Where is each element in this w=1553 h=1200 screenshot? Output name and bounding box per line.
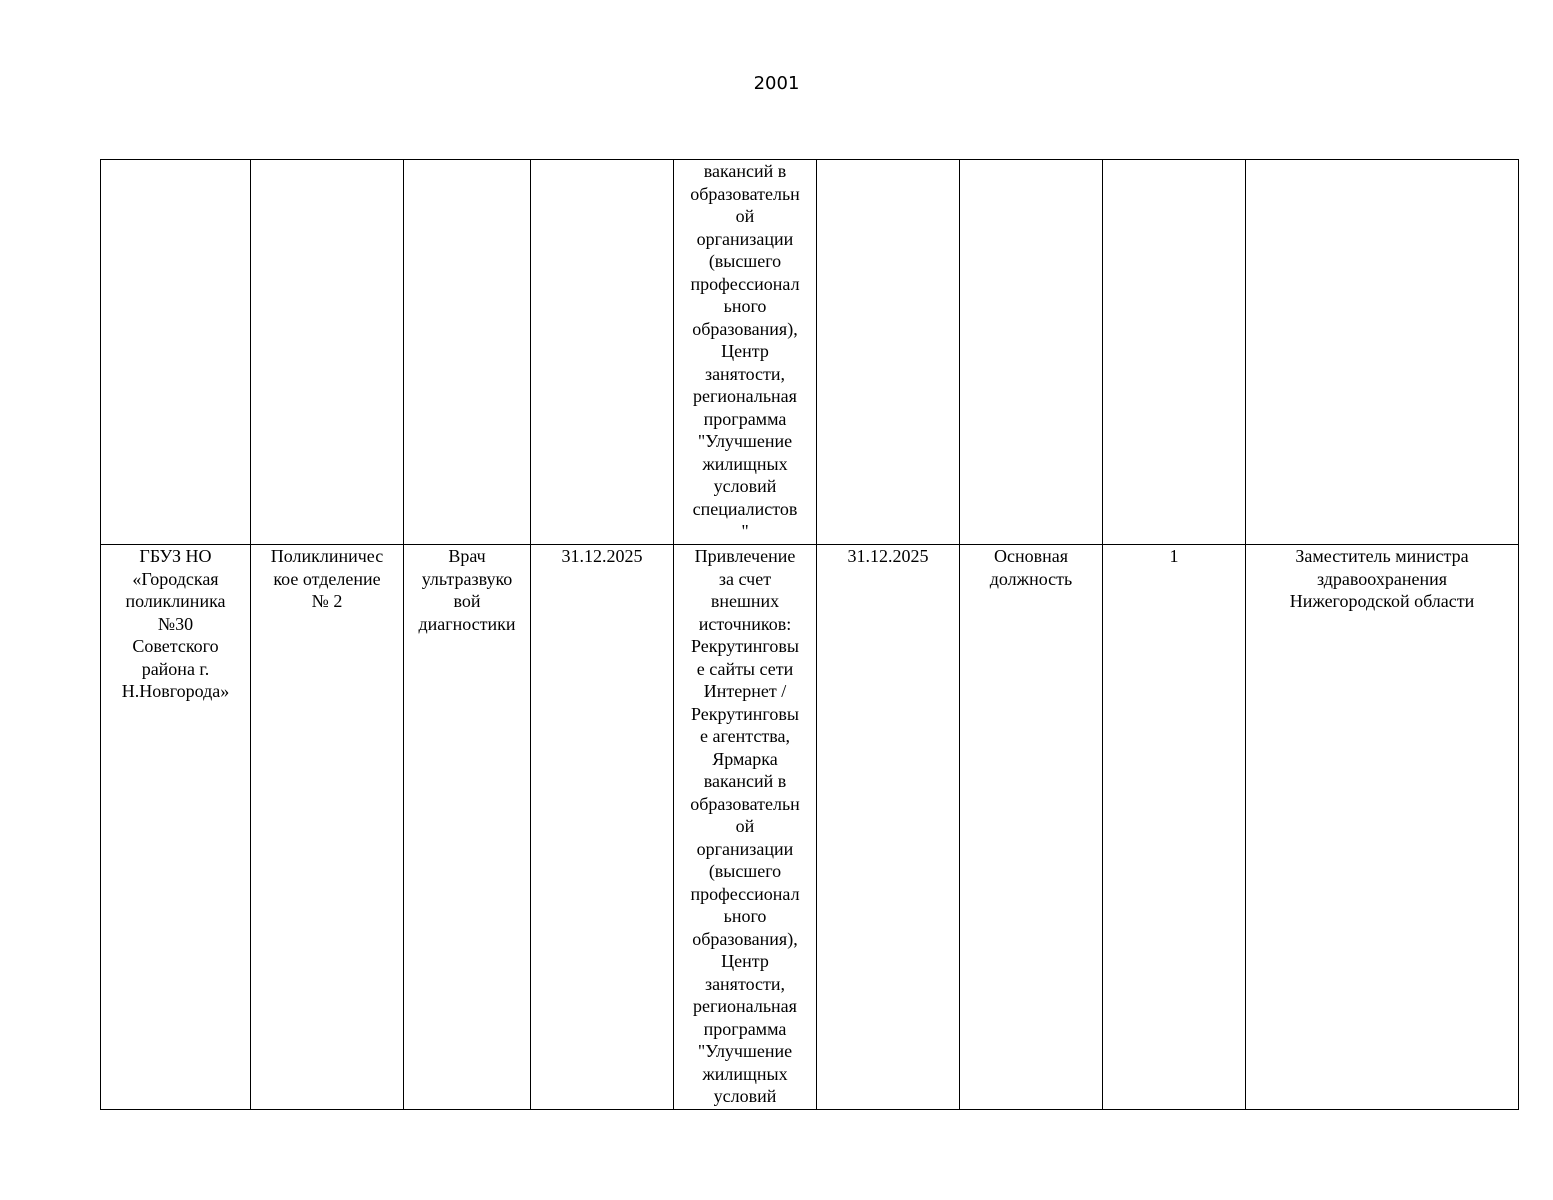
method-cell: вакансий в образовательн ой организации (высшего профессионал ьного образования), Центр занятости, региональная программа "Улучшение жилищных условий специалистов " bbox=[674, 160, 817, 545]
table-row bbox=[101, 160, 1519, 545]
organization-cell bbox=[101, 160, 251, 545]
date-start-cell bbox=[531, 160, 674, 545]
position-cell: Врач ультразвуко вой диагностики bbox=[404, 545, 531, 1110]
vacancy-table bbox=[100, 159, 1519, 1110]
count-cell bbox=[1103, 160, 1246, 545]
date-start-cell: 31.12.2025 bbox=[531, 545, 674, 1110]
count-cell: 1 bbox=[1103, 545, 1246, 1110]
table-row bbox=[101, 545, 1519, 1110]
department-cell bbox=[251, 160, 404, 545]
organization-cell: ГБУЗ НО «Городская поликлиника №30 Советского района г. Н.Новгорода» bbox=[101, 545, 251, 1110]
position-type-cell bbox=[960, 160, 1103, 545]
page-number: 2001 bbox=[753, 73, 800, 94]
responsible-cell bbox=[1246, 160, 1519, 545]
department-cell: Поликлиничес кое отделение № 2 bbox=[251, 545, 404, 1110]
date-end-cell bbox=[817, 160, 960, 545]
method-cell: Привлечение за счет внешних источников: Рекрутинговы е сайты сети Интернет / Рекрутинговы е агентства, Ярмарка вакансий в образовательн ой организации (высшего профессионал ьного образования), Центр занятости, региональная программа "Улучшение жилищных условий bbox=[674, 545, 817, 1110]
date-end-cell: 31.12.2025 bbox=[817, 545, 960, 1110]
position-cell bbox=[404, 160, 531, 545]
responsible-cell: Заместитель министра здравоохранения Нижегородской области bbox=[1246, 545, 1519, 1110]
position-type-cell: Основная должность bbox=[960, 545, 1103, 1110]
